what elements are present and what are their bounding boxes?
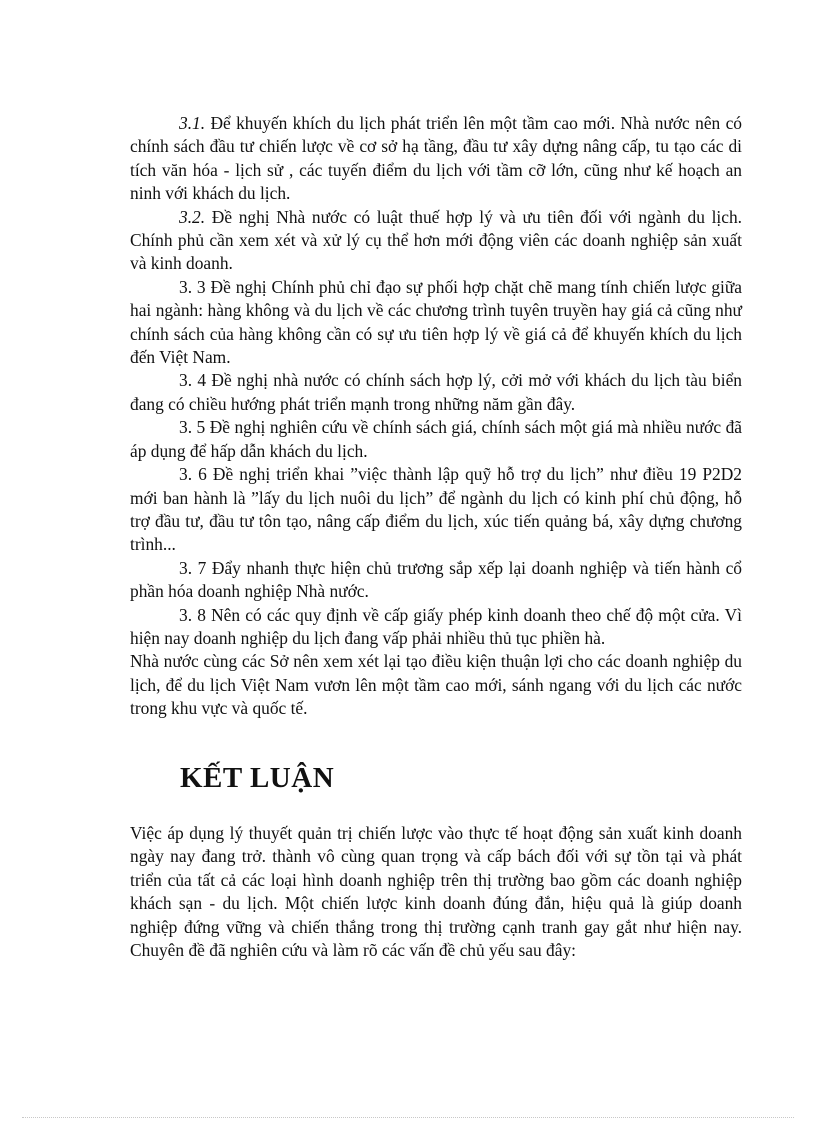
recommendation-number: 3. 8 — [179, 604, 206, 625]
recommendation-number: 3. 7 — [179, 557, 207, 578]
recommendation-text: Đề nghị nghiên cứu về chính sách giá, chính sách một giá mà nhiều nước đã áp dụng để hấp dẫn khách du lịch. — [130, 417, 742, 461]
recommendation-3-3 — [130, 276, 742, 370]
conclusion-body: Việc áp dụng lý thuyết quản trị chiến lược vào thực tế hoạt động sản xuất kinh doanh ngày nay đang trở. thành vô cùng quan trọng và cấp bách đối với sự tồn tại và phát triển của tất cả các loại hình doanh nghiệp trên thị trường bao gồm các doanh nghiệp khách sạn - du lịch. Một chiến lược kinh doanh đúng đắn, hiệu quả là giúp doanh nghiệp đứng vững và chiến thắng trong thị trường cạnh tranh gay gắt như hiện nay. Chuyên đề đã nghiên cứu và làm rõ các vấn đề chủ yếu sau đây: — [130, 823, 742, 961]
recommendation-text: Đề nghị Chính phủ chỉ đạo sự phối hợp chặt chẽ mang tính chiến lược giữa hai ngành: hàng không và du lịch về các chương trình tuyên truyền hay giá cả cũng như chính sách của hàng không cần có sự ưu tiên hợp lý về giá cả để khuyến khích du lịch đến Việt Nam. — [130, 276, 742, 368]
recommendations-section — [130, 112, 742, 721]
recommendation-text: Đẩy nhanh thực hiện chủ trương sắp xếp lại doanh nghiệp và tiến hành cổ phần hóa doanh nghiệp Nhà nước. — [130, 557, 743, 602]
recommendation-number: 3. 4 — [179, 370, 207, 391]
recommendation-number: 3. 6 — [179, 464, 207, 485]
recommendation-3-8 — [130, 604, 742, 651]
recommendation-text: Đề nghị triển khai ”việc thành lập quỹ hỗ trợ du lịch” như điều 19 P2D2 mới ban hành là ”lấy du lịch nuôi du lịch” để ngành du lịch có kinh phí chủ động, hỗ trợ đầu tư, đầu tư tôn tạo, nâng cấp điểm du lịch, xúc tiến quảng bá, xây dựng chương trình... — [130, 464, 742, 555]
conclusion-heading: KẾT LUẬN — [180, 762, 335, 794]
recommendation-3-5 — [130, 416, 742, 463]
recommendation-3-2 — [130, 206, 742, 276]
recommendation-number: 3. 3 — [179, 276, 206, 297]
recommendation-3-7 — [130, 557, 742, 604]
recommendation-text: Để khuyến khích du lịch phát triển lên một tầm cao mới. Nhà nước nên có chính sách đầu tư chiến lược về cơ sở hạ tầng, đầu tư xây dựng nâng cấp, tu tạo các di tích văn hóa - lịch sử , các tuyến điểm du lịch với tầm cỡ lớn, cũng như kế hoạch an ninh với khách du lịch. — [130, 113, 742, 204]
recommendation-3-6 — [130, 463, 742, 557]
page-bottom-divider — [22, 1117, 794, 1118]
closing-paragraph: Nhà nước cùng các Sở nên xem xét lại tạo điều kiện thuận lợi cho các doanh nghiệp du lịch, để du lịch Việt Nam vươn lên một tầm cao mới, sánh ngang với du lịch các nước trong khu vực và quốc tế. — [130, 651, 742, 719]
recommendation-number: 3.1. — [179, 113, 206, 133]
recommendation-number: 3. 5 — [179, 417, 206, 438]
recommendation-3-1 — [130, 112, 742, 206]
recommendation-text: Đề nghị nhà nước có chính sách hợp lý, cởi mở với khách du lịch tàu biển đang có chiều hướng phát triển mạnh trong những năm gần đây. — [130, 370, 742, 414]
recommendation-text: Đề nghị Nhà nước có luật thuế hợp lý và ưu tiên đối với ngành du lịch. Chính phủ cần xem xét và xử lý cụ thể hơn mới động viên các doanh nghiệp sản xuất và kinh doanh. — [130, 206, 742, 274]
recommendation-3-4 — [130, 369, 742, 416]
recommendation-text: Nên có các quy định về cấp giấy phép kinh doanh theo chế độ một cửa. Vì hiện nay doanh nghiệp du lịch đang vấp phải nhiều thủ tục phiền hà. — [130, 604, 742, 648]
recommendation-number: 3.2. — [179, 206, 206, 227]
